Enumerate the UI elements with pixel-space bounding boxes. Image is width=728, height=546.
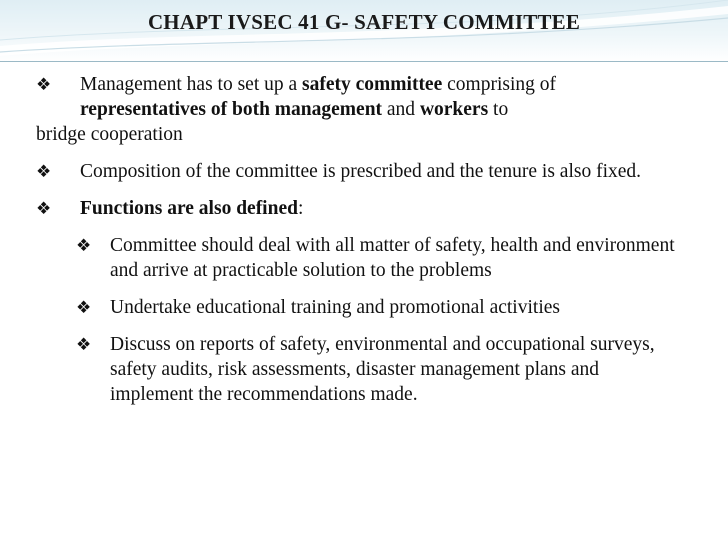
sub-bullet-text: Undertake educational training and promotional activities: [110, 297, 560, 318]
bullet-emphasis: Functions are also defined: [80, 198, 298, 219]
bullet-management-committee: [36, 72, 686, 147]
bullet-composition: [36, 159, 686, 184]
bullet-emphasis: representatives of both management: [80, 99, 383, 120]
bullet-text: :: [297, 198, 304, 219]
diamond-bullet-icon: ❖: [36, 75, 52, 94]
bullet-text: to: [488, 99, 509, 120]
bullet-functions: [36, 196, 686, 221]
slide-header: [0, 0, 728, 62]
slide-body: [36, 72, 686, 407]
slide-title: CHAPT IVSEC 41 G- SAFETY COMMITTEE: [147, 10, 581, 34]
sub-bullet-safety-health: [36, 233, 686, 283]
bullet-text: comprising of: [442, 74, 556, 95]
diamond-bullet-icon: ❖: [36, 162, 52, 181]
sub-bullet-reports: [36, 332, 686, 407]
bullet-text: and: [382, 99, 420, 120]
diamond-bullet-icon: ❖: [76, 298, 92, 317]
diamond-bullet-icon: ❖: [76, 335, 92, 354]
bullet-text: Composition of the committee is prescribed and the tenure is also fixed.: [80, 161, 642, 182]
bullet-text: Management has to set up a: [80, 74, 303, 95]
sub-bullet-text: Committee should deal with all matter of safety, health and environment and arrive at practicable solution to the problems: [110, 235, 675, 281]
bullet-text-continuation: bridge cooperation: [36, 124, 183, 145]
bullet-emphasis: safety committee: [302, 74, 443, 95]
sub-bullet-training: [36, 295, 686, 320]
bullet-emphasis: workers: [419, 99, 489, 120]
header-divider: [0, 61, 728, 62]
diamond-bullet-icon: ❖: [36, 199, 52, 218]
sub-bullet-text: Discuss on reports of safety, environmental and occupational surveys, safety audits, risk assessments, disaster management plans and implement the recommendations made.: [110, 334, 655, 405]
diamond-bullet-icon: ❖: [76, 236, 92, 255]
